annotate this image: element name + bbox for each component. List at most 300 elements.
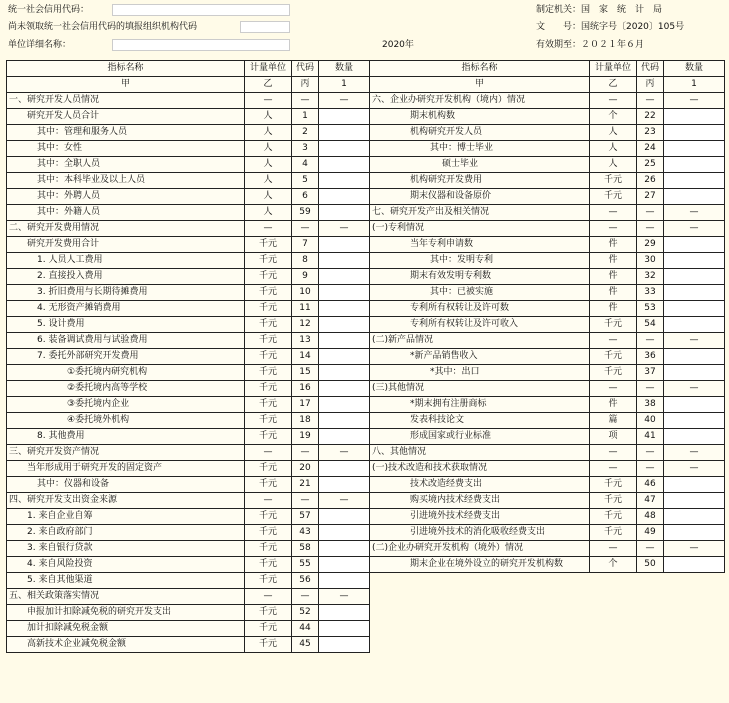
unit-cell: 千元 <box>245 253 292 269</box>
unit-cell: 千元 <box>245 333 292 349</box>
unit-cell: — <box>245 221 292 237</box>
column-header: 代码 <box>292 61 319 77</box>
quantity-cell[interactable] <box>664 397 725 413</box>
column-header: 数量 <box>664 61 725 77</box>
table-row <box>370 253 725 269</box>
unit-cell: 千元 <box>245 477 292 493</box>
code-cell: 16 <box>292 381 319 397</box>
quantity-cell[interactable] <box>319 253 370 269</box>
quantity-cell[interactable] <box>319 477 370 493</box>
column-header: 计量单位 <box>590 61 637 77</box>
quantity-cell: — <box>319 93 370 109</box>
quantity-cell[interactable] <box>664 237 725 253</box>
quantity-cell[interactable] <box>664 269 725 285</box>
code-cell: 32 <box>637 269 664 285</box>
unit-cell: 千元 <box>245 429 292 445</box>
table-row <box>7 301 370 317</box>
unit-cell: — <box>590 445 637 461</box>
code-cell: — <box>637 461 664 477</box>
indicator-name: ③委托境内企业 <box>7 397 245 413</box>
code-cell: 21 <box>292 477 319 493</box>
unit-cell: 件 <box>590 253 637 269</box>
code-cell: 20 <box>292 461 319 477</box>
unit-cell: — <box>245 493 292 509</box>
code-cell: — <box>292 589 319 605</box>
code-cell: — <box>637 333 664 349</box>
column-header: 指标名称 <box>370 61 590 77</box>
quantity-cell: — <box>664 221 725 237</box>
quantity-cell: — <box>664 205 725 221</box>
indicator-name: 其中：发明专利 <box>370 253 590 269</box>
quantity-cell[interactable] <box>664 141 725 157</box>
table-row <box>7 157 370 173</box>
table-row <box>370 285 725 301</box>
table-row <box>7 413 370 429</box>
code-cell: — <box>292 93 319 109</box>
quantity-cell[interactable] <box>664 301 725 317</box>
quantity-cell[interactable] <box>664 349 725 365</box>
quantity-cell[interactable] <box>319 285 370 301</box>
quantity-cell[interactable] <box>664 157 725 173</box>
unit-cell: 千元 <box>245 621 292 637</box>
quantity-cell[interactable] <box>319 541 370 557</box>
quantity-cell[interactable] <box>664 189 725 205</box>
quantity-cell[interactable] <box>319 205 370 221</box>
quantity-cell[interactable] <box>319 461 370 477</box>
indicator-name: 当年专利申请数 <box>370 237 590 253</box>
right-indicator-table <box>369 60 725 573</box>
unit-cell: 人 <box>590 125 637 141</box>
table-row <box>370 125 725 141</box>
maker-label: 制定机关：国 家 统 计 局 <box>536 5 663 15</box>
column-code: 1 <box>664 77 725 93</box>
indicator-name: 申报加计扣除减免税的研究开发支出 <box>7 605 245 621</box>
column-code: 乙 <box>245 77 292 93</box>
table-row <box>370 141 725 157</box>
unit-cell: 人 <box>245 141 292 157</box>
quantity-cell[interactable] <box>319 109 370 125</box>
quantity-cell[interactable] <box>319 157 370 173</box>
code-cell: 59 <box>292 205 319 221</box>
indicator-name: 4. 无形资产摊销费用 <box>7 301 245 317</box>
table-row <box>7 541 370 557</box>
indicator-name: 期末有效发明专利数 <box>370 269 590 285</box>
indicator-name: 其中：博士毕业 <box>370 141 590 157</box>
code-cell: 41 <box>637 429 664 445</box>
quantity-cell[interactable] <box>664 365 725 381</box>
code-cell: 37 <box>637 365 664 381</box>
code-cell: 22 <box>637 109 664 125</box>
table-row <box>370 301 725 317</box>
indicator-name: ②委托境内高等学校 <box>7 381 245 397</box>
quantity-cell: — <box>319 221 370 237</box>
quantity-cell[interactable] <box>319 509 370 525</box>
indicator-name: 五、相关政策落实情况 <box>7 589 245 605</box>
unit-cell: 项 <box>590 429 637 445</box>
unit-cell: 千元 <box>245 365 292 381</box>
table-row <box>370 93 725 109</box>
table-row <box>7 237 370 253</box>
quantity-cell: — <box>319 493 370 509</box>
code-cell: 24 <box>637 141 664 157</box>
code-cell: 7 <box>292 237 319 253</box>
unit-cell: — <box>590 221 637 237</box>
table-row <box>370 221 725 237</box>
quantity-cell[interactable] <box>664 317 725 333</box>
unit-cell: — <box>590 461 637 477</box>
indicator-name: 4. 来自风险投资 <box>7 557 245 573</box>
column-header: 数量 <box>319 61 370 77</box>
indicator-name: 二、研究开发费用情况 <box>7 221 245 237</box>
indicator-name: 形成国家或行业标准 <box>370 429 590 445</box>
quantity-cell[interactable] <box>664 253 725 269</box>
code-cell: — <box>637 381 664 397</box>
table-row <box>370 349 725 365</box>
unit-cell: 千元 <box>590 477 637 493</box>
indicator-name: 其中：仪器和设备 <box>7 477 245 493</box>
indicator-name: (二)新产品情况 <box>370 333 590 349</box>
indicator-name: 硕士毕业 <box>370 157 590 173</box>
code-cell: 15 <box>292 365 319 381</box>
table-row <box>7 253 370 269</box>
table-row <box>370 541 725 557</box>
quantity-cell[interactable] <box>319 413 370 429</box>
table-row <box>370 557 725 573</box>
code-cell: 53 <box>637 301 664 317</box>
table-row <box>370 205 725 221</box>
table-row <box>370 109 725 125</box>
table-row <box>370 445 725 461</box>
unit-cell: — <box>590 333 637 349</box>
code-cell: 36 <box>637 349 664 365</box>
indicator-name: 一、研究开发人员情况 <box>7 93 245 109</box>
unit-cell: 人 <box>245 189 292 205</box>
indicator-name: 5. 来自其他渠道 <box>7 573 245 589</box>
code-cell: 9 <box>292 269 319 285</box>
column-code: 乙 <box>590 77 637 93</box>
unit-cell: 件 <box>590 269 637 285</box>
code-cell: 27 <box>637 189 664 205</box>
table-row <box>370 269 725 285</box>
code-cell: 58 <box>292 541 319 557</box>
indicator-name: (三)其他情况 <box>370 381 590 397</box>
report-year: 2020年 <box>382 40 414 50</box>
code-cell: — <box>637 541 664 557</box>
indicator-name: 3. 折旧费用与长期待摊费用 <box>7 285 245 301</box>
indicator-name: 机构研究开发费用 <box>370 173 590 189</box>
indicator-name: (一)专利情况 <box>370 221 590 237</box>
indicator-name: 引进境外技术的消化吸收经费支出 <box>370 525 590 541</box>
quantity-cell[interactable] <box>319 429 370 445</box>
code-cell: 52 <box>292 605 319 621</box>
quantity-cell[interactable] <box>319 525 370 541</box>
code-cell: 10 <box>292 285 319 301</box>
quantity-cell[interactable] <box>319 397 370 413</box>
unit-cell: 个 <box>590 109 637 125</box>
code-cell: 43 <box>292 525 319 541</box>
table-row <box>7 173 370 189</box>
indicator-name: 研究开发费用合计 <box>7 237 245 253</box>
table-row <box>7 461 370 477</box>
quantity-cell: — <box>664 93 725 109</box>
indicator-name: 期末企业在境外设立的研究开发机构数 <box>370 557 590 573</box>
unit-cell: 千元 <box>590 509 637 525</box>
org-code-label: 统一社会信用代码： <box>8 5 90 15</box>
quantity-cell[interactable] <box>319 141 370 157</box>
indicator-name: 机构研究开发人员 <box>370 125 590 141</box>
indicator-name: 其中：本科毕业及以上人员 <box>7 173 245 189</box>
unit-cell: 人 <box>245 173 292 189</box>
quantity-cell[interactable] <box>319 637 370 653</box>
indicator-name: 6. 装备调试费用与试验费用 <box>7 333 245 349</box>
table-header-row <box>7 61 370 77</box>
quantity-cell[interactable] <box>319 317 370 333</box>
table-row <box>370 509 725 525</box>
quantity-cell: — <box>319 589 370 605</box>
table-row <box>7 621 370 637</box>
unit-cell: — <box>590 205 637 221</box>
table-row <box>370 237 725 253</box>
table-row <box>7 605 370 621</box>
code-cell: — <box>637 93 664 109</box>
code-cell: 17 <box>292 397 319 413</box>
quantity-cell[interactable] <box>319 125 370 141</box>
indicator-name: 期末机构数 <box>370 109 590 125</box>
indicator-name: 1. 人员人工费用 <box>7 253 245 269</box>
table-row <box>370 461 725 477</box>
indicator-name: 其中：已被实施 <box>370 285 590 301</box>
unit-cell: 千元 <box>245 397 292 413</box>
quantity-cell[interactable] <box>319 365 370 381</box>
unit-cell: 千元 <box>590 189 637 205</box>
org-code-input[interactable] <box>112 4 290 16</box>
table-row <box>7 141 370 157</box>
quantity-cell[interactable] <box>319 189 370 205</box>
table-row <box>370 429 725 445</box>
left-indicator-table <box>6 60 370 653</box>
table-row <box>7 125 370 141</box>
table-row <box>370 381 725 397</box>
quantity-cell[interactable] <box>319 557 370 573</box>
table-row <box>370 477 725 493</box>
quantity-cell[interactable] <box>319 173 370 189</box>
unit-cell: 千元 <box>245 237 292 253</box>
table-row <box>7 333 370 349</box>
quantity-cell[interactable] <box>664 125 725 141</box>
code-cell: 12 <box>292 317 319 333</box>
table-row <box>370 397 725 413</box>
doc-number-label: 文 号：国统字号〔2020〕105号 <box>536 22 685 32</box>
indicator-name: (一)技术改造和技术获取情况 <box>370 461 590 477</box>
unit-name-input[interactable] <box>112 39 290 51</box>
unit-cell: — <box>245 93 292 109</box>
table-row <box>7 365 370 381</box>
indicator-name: 六、企业办研究开发机构（境内）情况 <box>370 93 590 109</box>
column-header: 代码 <box>637 61 664 77</box>
quantity-cell: — <box>664 445 725 461</box>
column-code-row <box>7 77 370 93</box>
code-cell: 23 <box>637 125 664 141</box>
quantity-cell: — <box>664 461 725 477</box>
quantity-cell[interactable] <box>664 557 725 573</box>
indicator-name: 八、其他情况 <box>370 445 590 461</box>
code-cell: 33 <box>637 285 664 301</box>
code-cell: 4 <box>292 157 319 173</box>
unit-cell: 千元 <box>590 173 637 189</box>
quantity-cell[interactable] <box>664 509 725 525</box>
unit-cell: 千元 <box>245 317 292 333</box>
code-cell: — <box>292 445 319 461</box>
column-code: 甲 <box>7 77 245 93</box>
table-row <box>7 397 370 413</box>
code-cell: 11 <box>292 301 319 317</box>
unit-cell: 人 <box>245 125 292 141</box>
table-row <box>7 589 370 605</box>
indicator-name: 专利所有权转让及许可收入 <box>370 317 590 333</box>
quantity-cell[interactable] <box>664 477 725 493</box>
unit-cell: — <box>590 381 637 397</box>
org-code-alt-input[interactable] <box>240 21 290 33</box>
indicator-name: 其中：女性 <box>7 141 245 157</box>
column-code: 丙 <box>637 77 664 93</box>
quantity-cell[interactable] <box>319 605 370 621</box>
table-row <box>370 317 725 333</box>
no-code-label: 尚未领取统一社会信用代码的填报组织机构代码 <box>8 22 198 32</box>
indicator-name: 5. 设计费用 <box>7 317 245 333</box>
table-row <box>7 269 370 285</box>
table-row <box>7 525 370 541</box>
indicator-name: 1. 来自企业自筹 <box>7 509 245 525</box>
indicator-name: 其中：全职人员 <box>7 157 245 173</box>
unit-cell: 件 <box>590 301 637 317</box>
table-row <box>7 573 370 589</box>
quantity-cell[interactable] <box>319 381 370 397</box>
unit-cell: 人 <box>245 205 292 221</box>
table-row <box>370 493 725 509</box>
quantity-cell[interactable] <box>319 301 370 317</box>
table-row <box>7 349 370 365</box>
form-header <box>0 0 729 54</box>
unit-cell: 千元 <box>245 381 292 397</box>
code-cell: 2 <box>292 125 319 141</box>
indicator-name: 其中：外聘人员 <box>7 189 245 205</box>
quantity-cell: — <box>319 445 370 461</box>
code-cell: 6 <box>292 189 319 205</box>
quantity-cell[interactable] <box>664 413 725 429</box>
quantity-cell[interactable] <box>319 573 370 589</box>
code-cell: 38 <box>637 397 664 413</box>
indicator-name: 发表科技论文 <box>370 413 590 429</box>
unit-cell: — <box>590 93 637 109</box>
table-row <box>7 381 370 397</box>
table-row <box>370 365 725 381</box>
unit-cell: 千元 <box>245 541 292 557</box>
table-row <box>7 205 370 221</box>
table-row <box>370 189 725 205</box>
table-row <box>370 157 725 173</box>
indicator-name: 期末仪器和设备原价 <box>370 189 590 205</box>
table-row <box>7 109 370 125</box>
indicator-name: 四、研究开发支出资金来源 <box>7 493 245 509</box>
indicator-name: 专利所有权转让及许可数 <box>370 301 590 317</box>
unit-cell: 千元 <box>245 461 292 477</box>
indicator-name: ①委托境内研究机构 <box>7 365 245 381</box>
table-row <box>7 221 370 237</box>
unit-cell: 千元 <box>245 269 292 285</box>
quantity-cell[interactable] <box>319 237 370 253</box>
quantity-cell[interactable] <box>664 525 725 541</box>
indicator-name: 七、研究开发产出及相关情况 <box>370 205 590 221</box>
column-code-row <box>370 77 725 93</box>
unit-cell: 人 <box>590 157 637 173</box>
quantity-cell[interactable] <box>319 269 370 285</box>
quantity-cell[interactable] <box>664 285 725 301</box>
indicator-name: 2. 直接投入费用 <box>7 269 245 285</box>
quantity-cell[interactable] <box>664 429 725 445</box>
indicator-name: *其中：出口 <box>370 365 590 381</box>
unit-cell: 件 <box>590 237 637 253</box>
code-cell: 46 <box>637 477 664 493</box>
unit-cell: 件 <box>590 285 637 301</box>
code-cell: 44 <box>292 621 319 637</box>
unit-cell: 千元 <box>245 573 292 589</box>
quantity-cell[interactable] <box>664 109 725 125</box>
quantity-cell[interactable] <box>319 333 370 349</box>
unit-cell: 千元 <box>590 317 637 333</box>
unit-cell: 千元 <box>245 349 292 365</box>
table-row <box>7 477 370 493</box>
column-code: 1 <box>319 77 370 93</box>
indicator-name: *新产品销售收入 <box>370 349 590 365</box>
code-cell: 56 <box>292 573 319 589</box>
indicator-name: 7. 委托外部研究开发费用 <box>7 349 245 365</box>
code-cell: 29 <box>637 237 664 253</box>
table-row <box>7 509 370 525</box>
indicator-name: *期末拥有注册商标 <box>370 397 590 413</box>
code-cell: 13 <box>292 333 319 349</box>
unit-cell: 个 <box>590 557 637 573</box>
code-cell: 47 <box>637 493 664 509</box>
table-row <box>7 429 370 445</box>
unit-cell: 千元 <box>245 413 292 429</box>
quantity-cell[interactable] <box>319 349 370 365</box>
table-row <box>7 557 370 573</box>
valid-until-label: 有效期至：２０２１年６月 <box>536 40 645 50</box>
quantity-cell[interactable] <box>664 493 725 509</box>
quantity-cell[interactable] <box>664 173 725 189</box>
unit-cell: 人 <box>245 109 292 125</box>
column-code: 丙 <box>292 77 319 93</box>
unit-cell: 千元 <box>245 557 292 573</box>
indicator-name: 加计扣除减免税金额 <box>7 621 245 637</box>
code-cell: 48 <box>637 509 664 525</box>
column-header: 指标名称 <box>7 61 245 77</box>
code-cell: 45 <box>292 637 319 653</box>
indicator-name: 研究开发人员合计 <box>7 109 245 125</box>
column-header: 计量单位 <box>245 61 292 77</box>
quantity-cell: — <box>664 541 725 557</box>
unit-cell: 件 <box>590 397 637 413</box>
quantity-cell[interactable] <box>319 621 370 637</box>
unit-cell: 千元 <box>590 349 637 365</box>
code-cell: — <box>637 445 664 461</box>
unit-cell: 人 <box>590 141 637 157</box>
indicator-name: 2. 来自政府部门 <box>7 525 245 541</box>
table-row <box>370 173 725 189</box>
code-cell: 30 <box>637 253 664 269</box>
indicator-name: 3. 来自银行贷款 <box>7 541 245 557</box>
code-cell: 1 <box>292 109 319 125</box>
